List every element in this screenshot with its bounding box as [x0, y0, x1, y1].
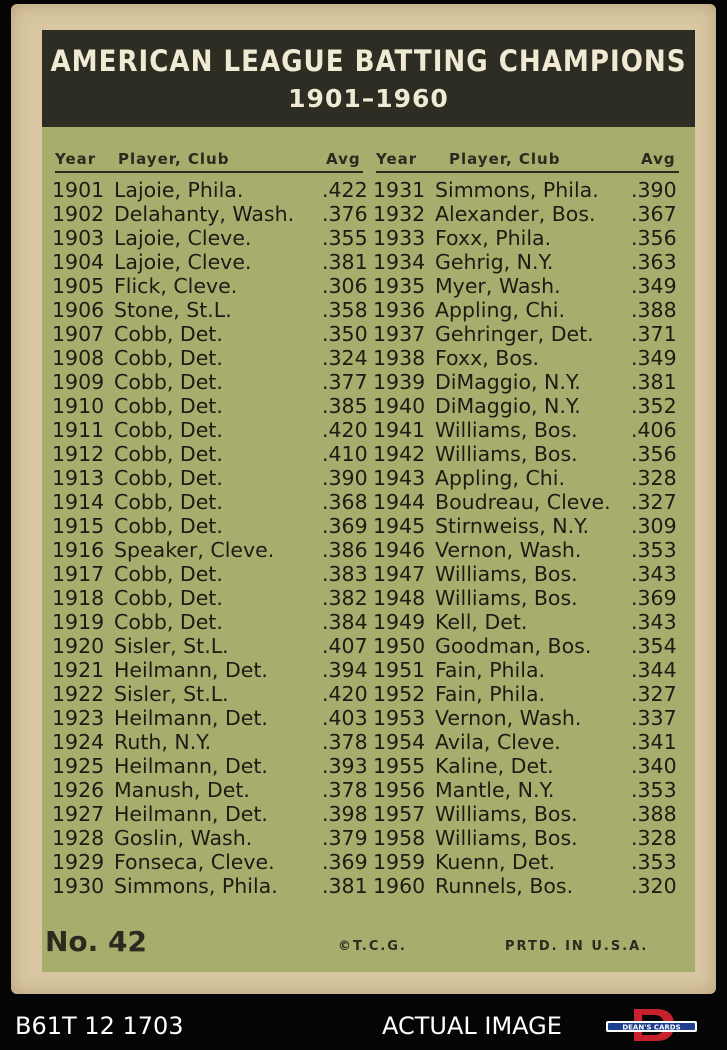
card-title: AMERICAN LEAGUE BATTING CHAMPIONS [50, 44, 687, 78]
row-year: 1905 [52, 274, 105, 298]
champion-row [373, 634, 685, 658]
champion-row [52, 562, 370, 586]
row-avg: .384 [322, 610, 368, 634]
row-year: 1952 [373, 682, 426, 706]
row-avg: .353 [631, 850, 677, 874]
row-year: 1940 [373, 394, 426, 418]
champion-row [373, 730, 685, 754]
champion-row [373, 802, 685, 826]
row-year: 1941 [373, 418, 426, 442]
row-avg: .320 [631, 874, 677, 898]
row-year: 1909 [52, 370, 105, 394]
row-year: 1911 [52, 418, 105, 442]
row-avg: .369 [631, 586, 677, 610]
row-player-club: Foxx, Phila. [435, 226, 552, 250]
row-year: 1929 [52, 850, 105, 874]
copyright-text: ©T.C.G. [338, 939, 407, 954]
champion-row [373, 274, 685, 298]
row-player-club: Foxx, Bos. [435, 346, 540, 370]
row-year: 1930 [52, 874, 105, 898]
champion-row [373, 514, 685, 538]
row-avg: .337 [631, 706, 677, 730]
row-avg: .420 [322, 682, 368, 706]
row-player-club: Vernon, Wash. [435, 706, 582, 730]
row-avg: .355 [322, 226, 368, 250]
row-player-club: Speaker, Cleve. [114, 538, 275, 562]
row-player-club: Heilmann, Det. [114, 706, 268, 730]
row-player-club: Williams, Bos. [435, 418, 578, 442]
row-year: 1917 [52, 562, 105, 586]
row-player-club: Fain, Phila. [435, 682, 546, 706]
row-avg: .356 [631, 442, 677, 466]
row-player-club: Goslin, Wash. [114, 826, 253, 850]
champion-row [52, 730, 370, 754]
row-avg: .369 [322, 514, 368, 538]
champion-row [52, 394, 370, 418]
row-player-club: Appling, Chi. [435, 466, 565, 490]
row-year: 1928 [52, 826, 105, 850]
row-player-club: Kaline, Det. [435, 754, 554, 778]
row-avg: .379 [322, 826, 368, 850]
row-player-club: Cobb, Det. [114, 394, 223, 418]
row-player-club: Fonseca, Cleve. [114, 850, 275, 874]
champion-row [373, 538, 685, 562]
champion-row [52, 202, 370, 226]
row-avg: .363 [631, 250, 677, 274]
row-player-club: Cobb, Det. [114, 346, 223, 370]
champion-row [52, 514, 370, 538]
champion-row [373, 250, 685, 274]
row-player-club: Sisler, St.L. [114, 682, 229, 706]
row-avg: .327 [631, 682, 677, 706]
row-player-club: Simmons, Phila. [114, 874, 278, 898]
row-player-club: Cobb, Det. [114, 418, 223, 442]
row-avg: .388 [631, 298, 677, 322]
row-player-club: Manush, Det. [114, 778, 250, 802]
printed-in-text: PRTD. IN U.S.A. [505, 939, 649, 954]
row-player-club: Cobb, Det. [114, 370, 223, 394]
row-year: 1953 [373, 706, 426, 730]
champion-row [373, 874, 685, 898]
row-avg: .407 [322, 634, 368, 658]
row-player-club: Gehrig, N.Y. [435, 250, 554, 274]
row-player-club: Williams, Bos. [435, 586, 578, 610]
champion-row [52, 490, 370, 514]
row-player-club: Delahanty, Wash. [114, 202, 295, 226]
header-year-right: Year [376, 150, 418, 168]
row-player-club: Lajoie, Cleve. [114, 250, 252, 274]
row-player-club: Alexander, Bos. [435, 202, 596, 226]
row-player-club: Stirnweiss, N.Y. [435, 514, 590, 538]
row-player-club: Ruth, N.Y. [114, 730, 212, 754]
row-avg: .343 [631, 562, 677, 586]
champion-row [52, 346, 370, 370]
row-avg: .327 [631, 490, 677, 514]
row-avg: .309 [631, 514, 677, 538]
row-avg: .328 [631, 466, 677, 490]
row-year: 1903 [52, 226, 105, 250]
row-year: 1902 [52, 202, 105, 226]
row-avg: .381 [322, 874, 368, 898]
row-avg: .398 [322, 802, 368, 826]
champion-row [373, 682, 685, 706]
row-player-club: Williams, Bos. [435, 802, 578, 826]
row-avg: .377 [322, 370, 368, 394]
row-player-club: Kell, Det. [435, 610, 528, 634]
row-avg: .328 [631, 826, 677, 850]
row-year: 1916 [52, 538, 105, 562]
row-avg: .354 [631, 634, 677, 658]
header-rule-left [55, 171, 363, 173]
row-avg: .324 [322, 346, 368, 370]
row-year: 1943 [373, 466, 426, 490]
row-year: 1939 [373, 370, 426, 394]
row-year: 1914 [52, 490, 105, 514]
row-year: 1937 [373, 322, 426, 346]
baseball-card [11, 4, 716, 994]
row-player-club: Cobb, Det. [114, 562, 223, 586]
row-year: 1933 [373, 226, 426, 250]
row-player-club: Cobb, Det. [114, 610, 223, 634]
row-player-club: Runnels, Bos. [435, 874, 574, 898]
header-year-left: Year [55, 150, 97, 168]
row-year: 1932 [373, 202, 426, 226]
champion-row [52, 466, 370, 490]
champion-row [52, 634, 370, 658]
row-year: 1921 [52, 658, 105, 682]
caption-bar [0, 1000, 727, 1050]
row-year: 1948 [373, 586, 426, 610]
row-player-club: Avila, Cleve. [435, 730, 561, 754]
row-avg: .353 [631, 778, 677, 802]
row-year: 1919 [52, 610, 105, 634]
row-year: 1904 [52, 250, 105, 274]
row-avg: .356 [631, 226, 677, 250]
champion-row [373, 346, 685, 370]
row-avg: .368 [322, 490, 368, 514]
row-avg: .403 [322, 706, 368, 730]
champion-row [373, 754, 685, 778]
champion-row [373, 610, 685, 634]
row-player-club: Goodman, Bos. [435, 634, 592, 658]
row-player-club: Boudreau, Cleve. [435, 490, 611, 514]
card-back-panel [42, 30, 695, 972]
row-year: 1915 [52, 514, 105, 538]
champion-row [52, 802, 370, 826]
header-player-right: Player, Club [449, 150, 561, 168]
row-player-club: Cobb, Det. [114, 586, 223, 610]
champion-row [373, 850, 685, 874]
champion-row [373, 322, 685, 346]
row-year: 1924 [52, 730, 105, 754]
champion-row [52, 826, 370, 850]
champion-row [52, 850, 370, 874]
row-avg: .353 [631, 538, 677, 562]
right-champion-list [373, 178, 685, 898]
champion-row [373, 562, 685, 586]
row-avg: .378 [322, 778, 368, 802]
row-year: 1910 [52, 394, 105, 418]
row-avg: .369 [322, 850, 368, 874]
row-player-club: Lajoie, Cleve. [114, 226, 252, 250]
row-year: 1935 [373, 274, 426, 298]
row-player-club: Cobb, Det. [114, 490, 223, 514]
row-player-club: Sisler, St.L. [114, 634, 229, 658]
row-year: 1942 [373, 442, 426, 466]
row-year: 1957 [373, 802, 426, 826]
row-avg: .382 [322, 586, 368, 610]
row-avg: .367 [631, 202, 677, 226]
champion-row [52, 178, 370, 202]
row-avg: .341 [631, 730, 677, 754]
row-avg: .406 [631, 418, 677, 442]
row-avg: .349 [631, 346, 677, 370]
row-player-club: Stone, St.L. [114, 298, 232, 322]
row-avg: .350 [322, 322, 368, 346]
champion-row [52, 538, 370, 562]
champion-row [52, 250, 370, 274]
header-avg-left: Avg [326, 150, 361, 168]
row-player-club: Heilmann, Det. [114, 658, 268, 682]
row-year: 1954 [373, 730, 426, 754]
header-player-left: Player, Club [118, 150, 230, 168]
champion-row [373, 442, 685, 466]
row-avg: .358 [322, 298, 368, 322]
champion-row [52, 586, 370, 610]
champion-row [373, 466, 685, 490]
row-year: 1946 [373, 538, 426, 562]
row-player-club: Cobb, Det. [114, 466, 223, 490]
champion-row [373, 394, 685, 418]
champion-row [52, 754, 370, 778]
champion-row [52, 274, 370, 298]
logo-text: DEAN'S CARDS [622, 1023, 681, 1032]
actual-image-caption: ACTUAL IMAGE [382, 1012, 562, 1040]
champion-row [373, 826, 685, 850]
row-avg: .420 [322, 418, 368, 442]
row-year: 1936 [373, 298, 426, 322]
row-player-club: Simmons, Phila. [435, 178, 599, 202]
row-player-club: Cobb, Det. [114, 322, 223, 346]
row-player-club: Gehringer, Det. [435, 322, 594, 346]
row-year: 1950 [373, 634, 426, 658]
row-avg: .383 [322, 562, 368, 586]
row-avg: .349 [631, 274, 677, 298]
row-year: 1918 [52, 586, 105, 610]
deans-cards-logo [604, 1007, 699, 1043]
row-avg: .410 [322, 442, 368, 466]
champion-row [373, 706, 685, 730]
champion-row [373, 370, 685, 394]
row-year: 1913 [52, 466, 105, 490]
row-avg: .371 [631, 322, 677, 346]
row-player-club: Cobb, Det. [114, 514, 223, 538]
row-player-club: Vernon, Wash. [435, 538, 582, 562]
row-avg: .390 [631, 178, 677, 202]
row-avg: .340 [631, 754, 677, 778]
row-year: 1945 [373, 514, 426, 538]
row-avg: .352 [631, 394, 677, 418]
row-player-club: Kuenn, Det. [435, 850, 555, 874]
champion-row [373, 202, 685, 226]
header-avg-right: Avg [641, 150, 676, 168]
row-avg: .388 [631, 802, 677, 826]
row-year: 1922 [52, 682, 105, 706]
row-player-club: Williams, Bos. [435, 442, 578, 466]
champion-row [373, 658, 685, 682]
champion-row [52, 874, 370, 898]
row-player-club: Mantle, N.Y. [435, 778, 555, 802]
champion-row [52, 418, 370, 442]
row-player-club: Heilmann, Det. [114, 802, 268, 826]
champion-row [52, 322, 370, 346]
row-avg: .306 [322, 274, 368, 298]
champion-row [52, 706, 370, 730]
row-player-club: Lajoie, Phila. [114, 178, 244, 202]
champion-row [52, 658, 370, 682]
row-year: 1958 [373, 826, 426, 850]
row-avg: .378 [322, 730, 368, 754]
row-player-club: Flick, Cleve. [114, 274, 238, 298]
row-year: 1934 [373, 250, 426, 274]
row-year: 1949 [373, 610, 426, 634]
row-avg: .381 [322, 250, 368, 274]
left-champion-list [52, 178, 370, 898]
row-year: 1901 [52, 178, 105, 202]
header-rule-right [376, 171, 679, 173]
row-avg: .386 [322, 538, 368, 562]
champion-row [52, 298, 370, 322]
row-year: 1959 [373, 850, 426, 874]
champion-row [52, 682, 370, 706]
champion-row [52, 610, 370, 634]
row-avg: .344 [631, 658, 677, 682]
row-year: 1907 [52, 322, 105, 346]
champion-row [373, 298, 685, 322]
row-year: 1947 [373, 562, 426, 586]
champion-row [373, 418, 685, 442]
champion-row [373, 178, 685, 202]
row-year: 1938 [373, 346, 426, 370]
row-year: 1951 [373, 658, 426, 682]
row-year: 1923 [52, 706, 105, 730]
row-player-club: Myer, Wash. [435, 274, 561, 298]
row-avg: .385 [322, 394, 368, 418]
champion-row [52, 226, 370, 250]
champion-row [373, 226, 685, 250]
row-year: 1931 [373, 178, 426, 202]
row-avg: .381 [631, 370, 677, 394]
champion-row [373, 490, 685, 514]
row-year: 1956 [373, 778, 426, 802]
row-year: 1906 [52, 298, 105, 322]
row-year: 1955 [373, 754, 426, 778]
row-avg: .422 [322, 178, 368, 202]
row-year: 1920 [52, 634, 105, 658]
row-year: 1927 [52, 802, 105, 826]
row-year: 1944 [373, 490, 426, 514]
champion-row [52, 778, 370, 802]
row-player-club: Cobb, Det. [114, 442, 223, 466]
row-year: 1908 [52, 346, 105, 370]
row-avg: .390 [322, 466, 368, 490]
row-avg: .394 [322, 658, 368, 682]
row-avg: .376 [322, 202, 368, 226]
champion-row [373, 586, 685, 610]
card-number: No. 42 [45, 925, 148, 958]
card-subtitle: 1901–1960 [288, 84, 449, 113]
row-year: 1912 [52, 442, 105, 466]
champion-row [52, 442, 370, 466]
row-avg: .393 [322, 754, 368, 778]
row-avg: .343 [631, 610, 677, 634]
champion-row [52, 370, 370, 394]
row-player-club: Williams, Bos. [435, 826, 578, 850]
row-player-club: Heilmann, Det. [114, 754, 268, 778]
card-id-caption: B61T 12 1703 [15, 1012, 184, 1040]
row-player-club: Williams, Bos. [435, 562, 578, 586]
row-year: 1960 [373, 874, 426, 898]
row-player-club: Appling, Chi. [435, 298, 565, 322]
row-player-club: DiMaggio, N.Y. [435, 394, 581, 418]
row-player-club: DiMaggio, N.Y. [435, 370, 581, 394]
champion-row [373, 778, 685, 802]
row-year: 1926 [52, 778, 105, 802]
row-player-club: Fain, Phila. [435, 658, 546, 682]
card-header [42, 30, 695, 127]
row-year: 1925 [52, 754, 105, 778]
